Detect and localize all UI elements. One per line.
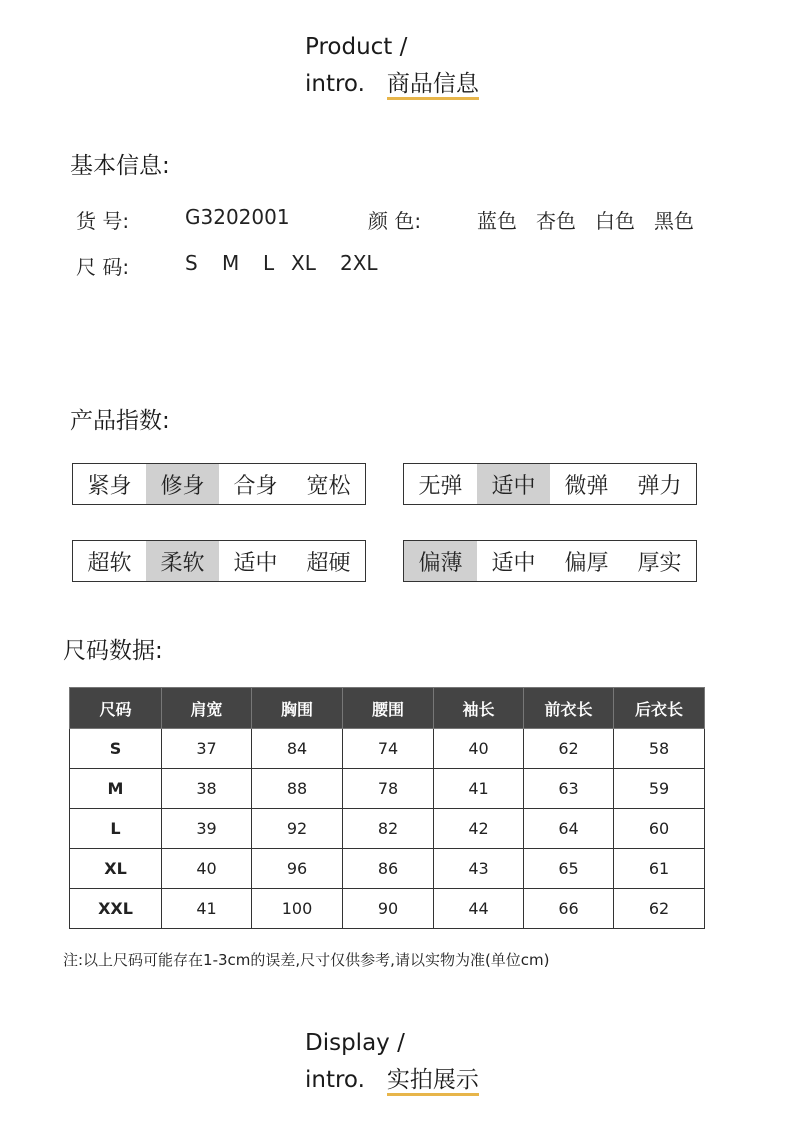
column-header: 胸围 [252,688,343,729]
product-intro-en-2: intro. [305,71,365,97]
product-intro-en: Product / [305,34,408,60]
column-header: 尺码 [70,688,162,729]
product-index-heading: 产品指数: [70,408,170,434]
column-header: 后衣长 [614,688,705,729]
scale-option: 超软 [87,550,132,576]
table-cell: 58 [614,729,705,769]
table-cell: 41 [162,889,252,929]
basic-info-heading: 基本信息: [70,153,170,179]
table-cell: 40 [434,729,524,769]
elasticity-scale [403,463,697,505]
table-cell: 92 [252,809,343,849]
scale-option: 弹力 [637,473,682,499]
thickness-scale [403,540,697,582]
table-cell: 66 [524,889,614,929]
scale-option-selected: 偏薄 [404,541,477,581]
table-cell: 38 [162,769,252,809]
table-cell: 82 [343,809,434,849]
table-cell: 37 [162,729,252,769]
size-option: 2XL [340,251,378,275]
fit-scale [72,463,366,505]
color-option: 黑色 [654,209,694,233]
table-cell: 62 [524,729,614,769]
scale-option: 紧身 [87,473,132,499]
softness-scale [72,540,366,582]
color-label: 颜 色: [368,209,422,233]
scale-option: 无弹 [418,473,463,499]
table-cell: 59 [614,769,705,809]
table-header-row [70,688,705,729]
table-cell: 60 [614,809,705,849]
size-option: S [185,251,198,275]
display-intro-cn: 实拍展示 [386,1067,479,1093]
table-cell: 42 [434,809,524,849]
size-label: 尺 码: [76,255,130,279]
table-cell: 43 [434,849,524,889]
scale-option: 合身 [233,473,278,499]
table-cell: 63 [524,769,614,809]
scale-option: 微弹 [564,473,609,499]
size-option: M [222,251,240,275]
display-intro-en-2: intro. [305,1067,365,1093]
sku-color-row [76,205,776,233]
table-cell: M [70,769,162,809]
table-row [70,849,705,889]
table-cell: 64 [524,809,614,849]
table-cell: 39 [162,809,252,849]
sku-value: G3202001 [185,205,290,229]
column-header: 袖长 [434,688,524,729]
table-cell: 61 [614,849,705,889]
table-cell: XXL [70,889,162,929]
scale-option: 偏厚 [564,550,609,576]
table-cell: XL [70,849,162,889]
table-cell: 62 [614,889,705,929]
product-intro-header [305,32,479,99]
scale-option-selected: 柔软 [146,541,219,581]
table-cell: 86 [343,849,434,889]
column-header: 腰围 [343,688,434,729]
table-cell: 41 [434,769,524,809]
display-intro-header [305,1028,479,1095]
table-cell: 96 [252,849,343,889]
size-data-heading: 尺码数据: [63,638,163,664]
table-cell: 88 [252,769,343,809]
size-table [69,687,705,929]
sku-label: 货 号: [76,209,130,233]
table-row [70,889,705,929]
table-row [70,769,705,809]
scale-option: 宽松 [306,473,351,499]
column-header: 前衣长 [524,688,614,729]
scale-option: 厚实 [637,550,682,576]
table-cell: 78 [343,769,434,809]
table-cell: 90 [343,889,434,929]
table-cell: 84 [252,729,343,769]
size-option: XL [291,251,316,275]
table-cell: 40 [162,849,252,889]
column-header: 肩宽 [162,688,252,729]
table-row [70,809,705,849]
scale-option-selected: 修身 [146,464,219,504]
color-option: 杏色 [536,209,576,233]
size-row [76,251,776,279]
table-cell: S [70,729,162,769]
size-note: 注:以上尺码可能存在1-3cm的误差,尺寸仅供参考,请以实物为准(单位cm) [63,951,550,969]
table-row [70,729,705,769]
size-option: L [263,251,275,275]
table-cell: 65 [524,849,614,889]
color-option: 蓝色 [477,209,517,233]
scale-option: 适中 [491,550,536,576]
scale-option-selected: 适中 [477,464,550,504]
scale-option: 适中 [233,550,278,576]
color-option: 白色 [595,209,635,233]
table-cell: L [70,809,162,849]
display-intro-en: Display / [305,1030,405,1056]
scale-option: 超硬 [306,550,351,576]
product-intro-cn: 商品信息 [386,71,479,97]
table-cell: 100 [252,889,343,929]
table-cell: 44 [434,889,524,929]
table-cell: 74 [343,729,434,769]
